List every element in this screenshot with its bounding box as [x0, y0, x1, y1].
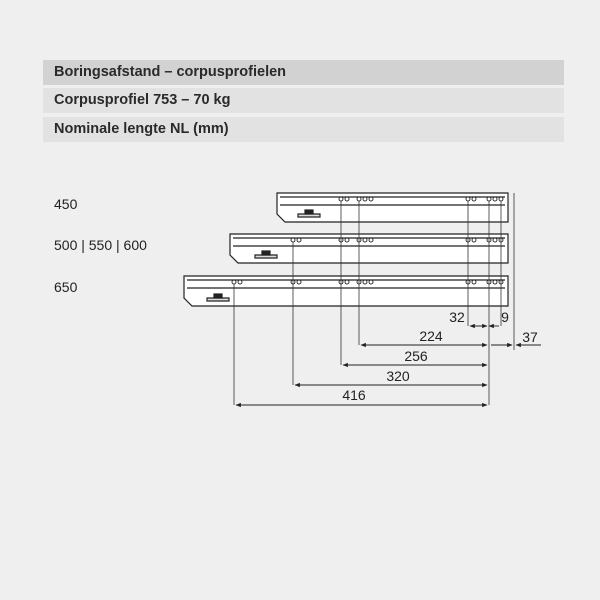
- dim-label-320: 320: [386, 368, 410, 384]
- dim-label-256: 256: [404, 348, 428, 364]
- length-label-450: 450: [54, 196, 78, 212]
- dim-label-416: 416: [342, 387, 366, 403]
- dim-label-9: 9: [501, 309, 509, 325]
- length-label-650: 650: [54, 279, 78, 295]
- length-header: Nominale lengte NL (mm): [43, 117, 564, 142]
- dim-label-37: 37: [522, 329, 538, 345]
- dim-label-32: 32: [449, 309, 465, 325]
- profile-row: Corpusprofiel 753 – 70 kg: [43, 88, 564, 113]
- table-title: Boringsafstand – corpusprofielen: [43, 60, 564, 85]
- dimension-lines: [236, 326, 541, 405]
- length-label-500-550-600: 500 | 550 | 600: [54, 237, 147, 253]
- dim-label-224: 224: [419, 328, 443, 344]
